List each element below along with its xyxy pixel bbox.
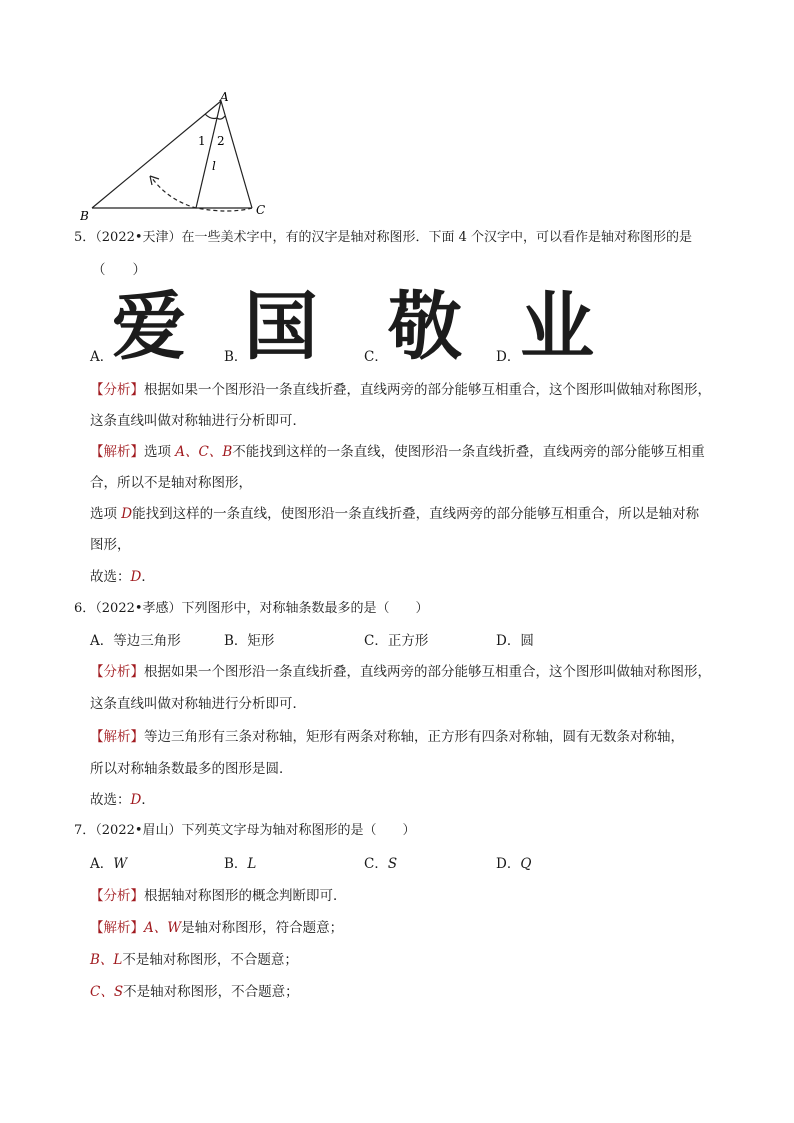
side-ab xyxy=(92,101,221,208)
q6-option-b: B．矩形 xyxy=(224,633,275,649)
q6-solution-tag: 【解析】 xyxy=(90,729,144,745)
q5-analysis-tag: 【分析】 xyxy=(90,382,144,398)
q5-answer-value: D xyxy=(130,569,142,585)
q5-solution-letters-1: A、C、B xyxy=(175,444,233,460)
q6-solution-line-1 xyxy=(90,729,684,745)
angle-2-arc xyxy=(217,116,225,119)
label-line-l: l xyxy=(212,159,216,173)
q7-option-a-letter: A． xyxy=(90,856,114,872)
q5-solution-pre-1: 选项 xyxy=(144,444,176,460)
q7-solution-letters-3: C、S xyxy=(90,984,124,1000)
q6-solution-text-1: 等边三角形有三条对称轴，矩形有两条对称轴，正方形有四条对称轴，圆有无数条对称轴， xyxy=(144,729,684,745)
q6-option-c: C．正方形 xyxy=(364,633,429,649)
triangle-figure xyxy=(80,90,280,225)
label-a: A xyxy=(220,90,229,104)
label-c: C xyxy=(256,203,266,217)
q5-option-c-letter: C． xyxy=(364,349,388,365)
q7-option-b-value: L xyxy=(247,856,257,872)
q7-solution-text-2: 不是轴对称图形，不合题意； xyxy=(122,952,298,968)
q5-solution-line-2: 合，所以不是轴对称图形， xyxy=(90,475,252,491)
q7-solution-tag: 【解析】 xyxy=(90,920,144,936)
q5-option-a-char: 爱 xyxy=(112,284,186,370)
q6-answer-pre: 故选： xyxy=(90,792,131,808)
q6-solution-line-2: 所以对称轴条数最多的图形是圆． xyxy=(90,761,293,777)
q7-stem: 7．（2022•眉山）下列英文字母为轴对称图形的是（ ） xyxy=(74,823,416,838)
q6-answer-value: D xyxy=(130,792,142,808)
q7-solution-text-3: 不是轴对称图形，不合题意； xyxy=(123,984,299,1000)
q5-paren: （ ） xyxy=(92,262,146,278)
q7-option-b-letter: B． xyxy=(224,856,248,872)
q5-solution-text-1: 不能找到这样的一条直线，使图形沿一条直线折叠，直线两旁的部分能够互相重 xyxy=(232,444,705,460)
q5-solution-line-1 xyxy=(90,444,705,460)
q5-option-b-letter: B． xyxy=(224,349,248,365)
q5-solution-pre-3: 选项 xyxy=(90,506,122,522)
q7-option-c-letter: C． xyxy=(364,856,388,872)
q5-solution-line-3 xyxy=(90,506,699,522)
q7-analysis-text: 根据轴对称图形的概念判断即可． xyxy=(144,888,347,904)
q6-answer xyxy=(90,792,155,808)
q5-option-d-letter: D． xyxy=(496,349,521,365)
q6-analysis-line-2: 这条直线叫做对称轴进行分析即可． xyxy=(90,696,306,712)
q5-solution-tag: 【解析】 xyxy=(90,444,144,460)
q7-option-c xyxy=(364,856,397,872)
q6-analysis-line-1 xyxy=(90,664,711,680)
q6-stem: 6．（2022•孝感）下列图形中，对称轴条数最多的是（ ） xyxy=(74,601,429,616)
q5-answer-pre: 故选： xyxy=(90,569,131,585)
label-angle-2: 2 xyxy=(217,134,225,148)
angle-1-arc xyxy=(205,114,217,119)
q5-analysis-line-1 xyxy=(90,382,711,398)
q6-analysis-tag: 【分析】 xyxy=(90,664,144,680)
q7-solution-line-3 xyxy=(90,984,299,1000)
q7-solution-text-1: 是轴对称图形，符合题意； xyxy=(181,920,344,936)
q7-solution-letters-2: B、L xyxy=(90,952,123,968)
q7-solution-line-2 xyxy=(90,952,298,968)
q7-option-c-value: S xyxy=(387,856,398,872)
q5-stem: 5．（2022•天津）在一些美术字中，有的汉字是轴对称图形．下面 4 个汉字中，可以看作是轴对称图形的是 xyxy=(74,230,693,245)
q7-option-a xyxy=(90,856,127,872)
q5-analysis-line-2: 这条直线叫做对称轴进行分析即可． xyxy=(90,413,306,429)
q5-answer xyxy=(90,569,155,585)
q6-option-a: A．等边三角形 xyxy=(90,633,181,649)
q5-solution-text-3: 能找到这样的一条直线，使图形沿一条直线折叠，直线两旁的部分能够互相重合，所以是轴对称 xyxy=(132,506,700,522)
q7-analysis-tag: 【分析】 xyxy=(90,888,144,904)
q7-option-b xyxy=(224,856,256,872)
q5-option-c-char: 敬 xyxy=(388,284,462,370)
q5-solution-letter-3: D xyxy=(121,506,133,522)
q5-option-a-letter: A． xyxy=(90,349,114,365)
q7-solution-line-1 xyxy=(90,920,343,936)
q5-solution-line-4: 图形， xyxy=(90,537,131,553)
q7-option-d-value: Q xyxy=(520,856,532,872)
q6-answer-end: ． xyxy=(141,792,155,808)
label-b: B xyxy=(80,209,89,223)
q7-analysis xyxy=(90,888,347,904)
q6-option-d: D．圆 xyxy=(496,633,534,649)
q5-option-b-char: 国 xyxy=(244,284,318,370)
q7-option-a-value: W xyxy=(113,856,128,872)
side-ac xyxy=(221,101,252,208)
q5-option-d-char: 业 xyxy=(520,284,594,370)
q5-analysis-text-1: 根据如果一个图形沿一条直线折叠，直线两旁的部分能够互相重合，这个图形叫做轴对称图形， xyxy=(144,382,711,398)
q7-option-d-letter: D． xyxy=(496,856,521,872)
q7-option-d xyxy=(496,856,531,872)
label-angle-1: 1 xyxy=(198,134,206,148)
q5-answer-end: ． xyxy=(141,569,155,585)
q7-solution-letters-1: A、W xyxy=(144,920,182,936)
q6-analysis-text-1: 根据如果一个图形沿一条直线折叠，直线两旁的部分能够互相重合，这个图形叫做轴对称图形， xyxy=(144,664,711,680)
